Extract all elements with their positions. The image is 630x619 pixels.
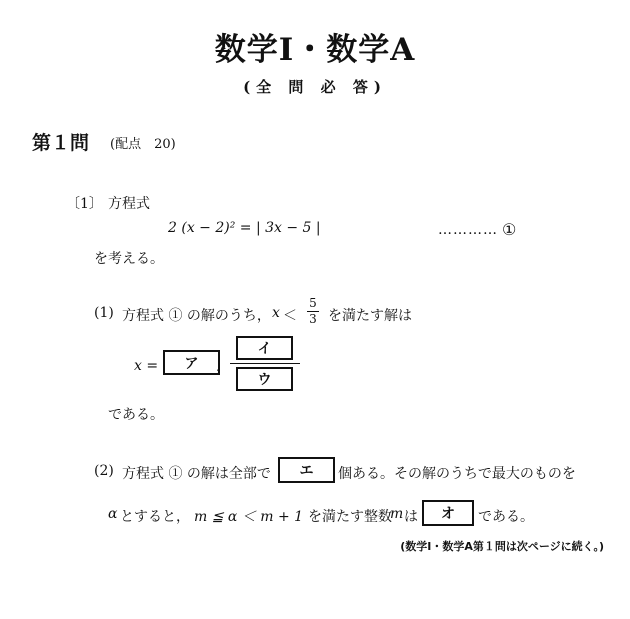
answer-box-i[interactable]: イ — [236, 336, 293, 360]
answer-box-u[interactable]: ウ — [236, 367, 293, 391]
sub2-alpha: α — [108, 506, 118, 522]
question-label: 第１問 — [32, 132, 90, 154]
sub1-answer-lhs: x = — [134, 358, 159, 374]
answer-fraction-bar — [230, 363, 300, 364]
sub2-line1-before: 方程式 ① の解は全部で — [122, 466, 271, 482]
sub2-marker: (2) — [94, 463, 114, 479]
page-subtitle: (全 問 必 答) — [243, 78, 387, 96]
answer-box-a[interactable]: ア — [163, 350, 220, 375]
part-intro: 方程式 — [108, 196, 150, 212]
equation-leader: ………… — [438, 222, 498, 238]
sub2-closing: である。 — [478, 509, 534, 525]
equation: 2 (x − 2)² = | 3x − 5 | — [168, 220, 321, 236]
answer-box-o[interactable]: オ — [422, 500, 474, 526]
fraction-denominator: 3 — [309, 312, 317, 326]
sub1-fraction — [307, 297, 319, 326]
sub2-inequality: m ≦ α ＜ m + 1 — [194, 509, 304, 525]
sub1-closing: である。 — [108, 407, 164, 423]
equation-tag: ① — [502, 220, 517, 239]
sub1-text-before: 方程式 ① の解のうち， — [122, 308, 271, 324]
part-marker: 〔1〕 — [66, 196, 103, 212]
sub1-text-after: を満たす解は — [328, 308, 412, 324]
sub1-marker: (1) — [94, 305, 114, 321]
sub1-var-x: x — [272, 305, 280, 321]
answer-box-e[interactable]: エ — [278, 457, 335, 483]
fraction-numerator: 5 — [309, 296, 317, 310]
sub2-line1-after: 個ある。その解のうちで最大のものを — [338, 466, 576, 482]
sub1-comma: ， — [216, 359, 230, 375]
sub2-line2-after: を満たす整数 — [308, 509, 392, 525]
consider-text: を考える。 — [94, 251, 164, 267]
sub1-less-than: ＜ — [283, 308, 297, 324]
sub2-line2-mid: とすると， — [120, 509, 190, 525]
sub2-var-m: m — [390, 506, 404, 522]
continuation-note: (数学Ⅰ・数学A第１問は次ページに続く。) — [400, 540, 604, 553]
sub2-wa: は — [404, 509, 418, 525]
page-title: 数学Ⅰ・数学A — [214, 32, 416, 68]
question-points: (配点 20) — [110, 137, 176, 152]
